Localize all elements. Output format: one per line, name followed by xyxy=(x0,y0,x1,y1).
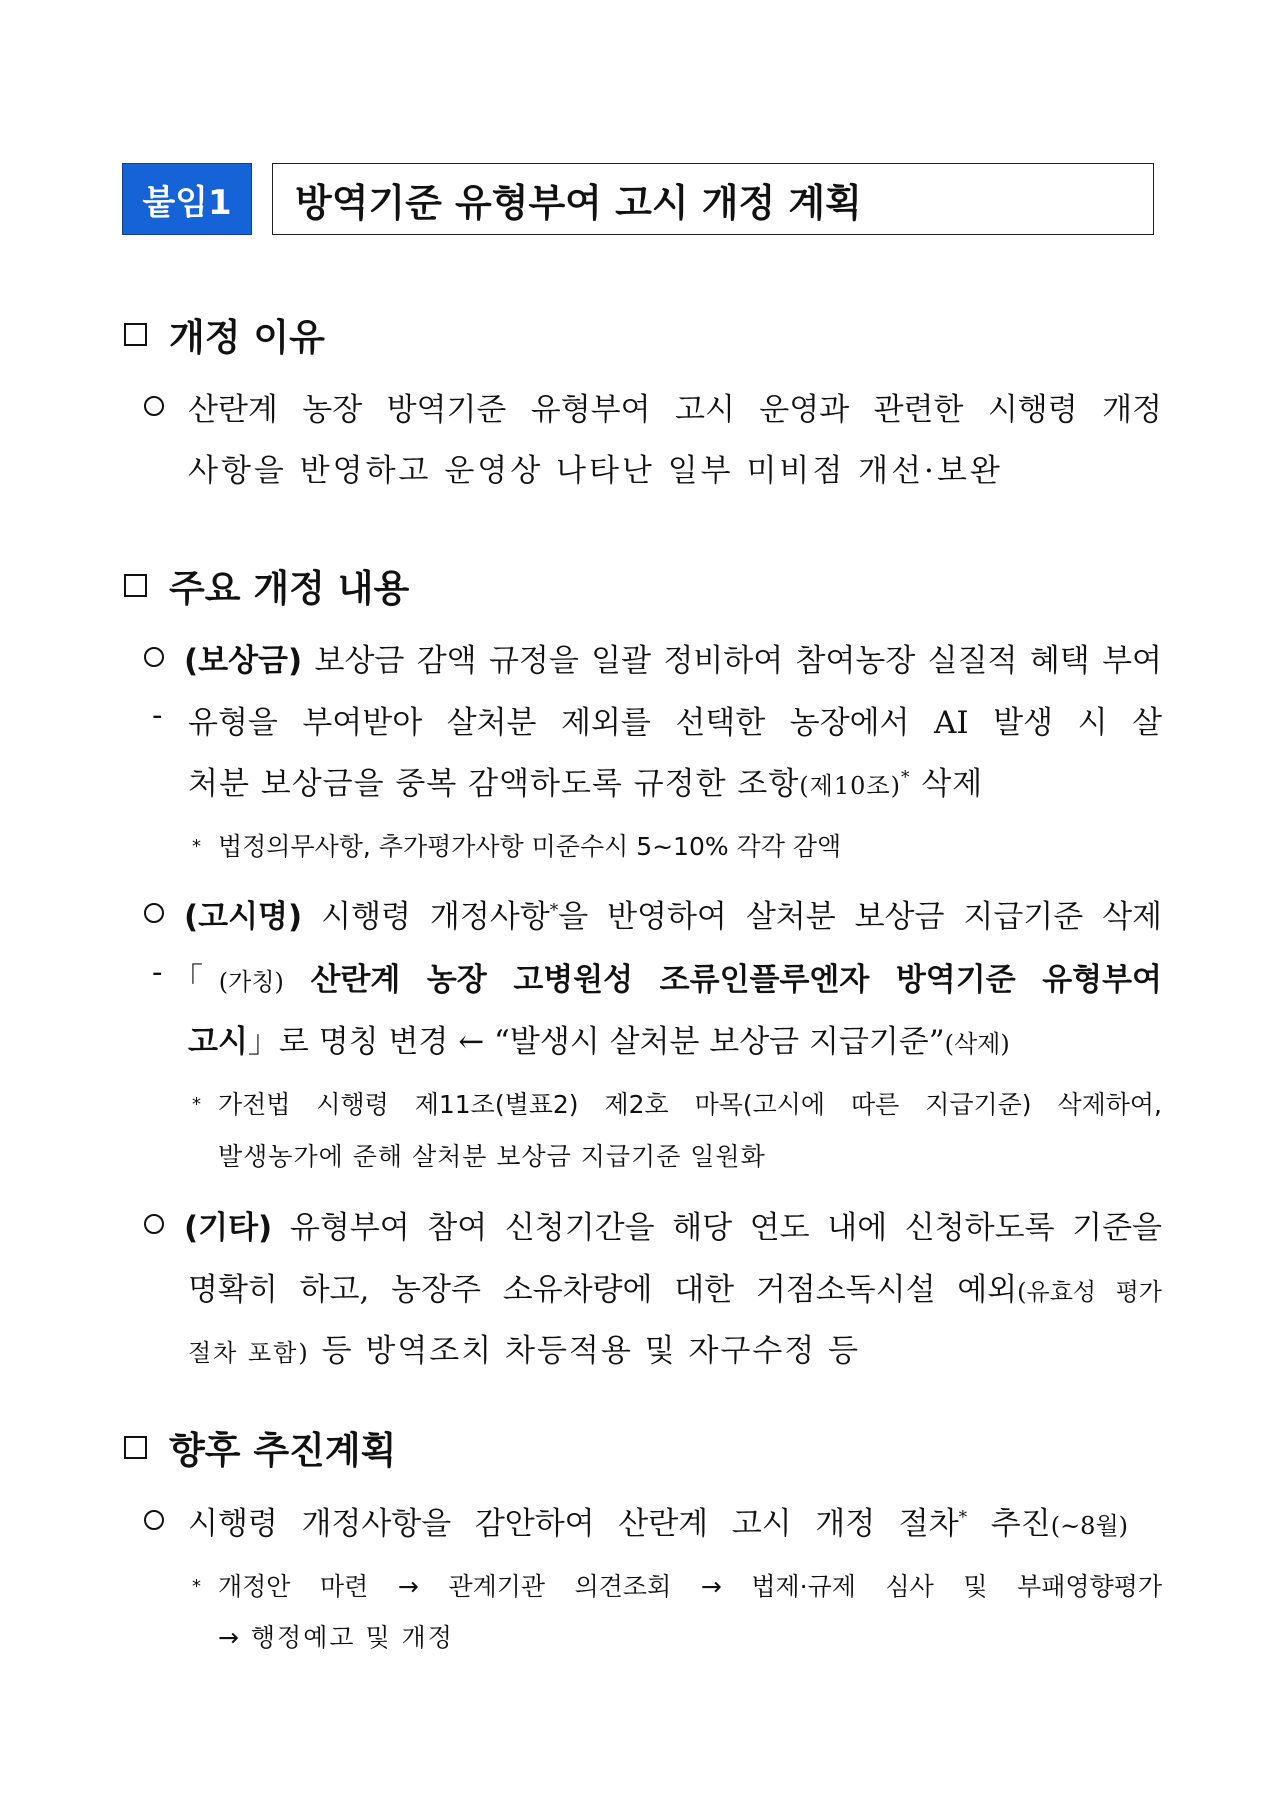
dash-mark: - xyxy=(152,697,163,733)
document-title-box xyxy=(272,163,1154,235)
footnote: 발생농가에 준해 살처분 보상금 지급기준 일원화 xyxy=(218,1142,766,1171)
para-line: 산란계 농장 방역기준 유형부여 고시 운영과 관련한 시행령 개정 xyxy=(188,392,1162,428)
footnote-star: * xyxy=(900,767,911,788)
checkbox-square-icon xyxy=(124,323,147,346)
dash-line: 처분 보상금을 중복 감액하도록 규정한 조항(제10조)* 삭제 xyxy=(188,766,984,802)
para-line: 명확히 하고, 농장주 소유차량에 대한 거점소독시설 예외(유효성 평가 xyxy=(188,1272,1162,1308)
circle-bullet-icon xyxy=(144,396,164,416)
checkbox-square-icon xyxy=(124,1436,147,1459)
para-compensation: (보상금) 보상금 감액 규정을 일괄 정비하여 참여농장 실질적 혜택 부여 xyxy=(184,643,1162,679)
footnote: 법정의무사항, 추가평가사항 미준수시 5~10% 각각 감액 xyxy=(218,832,842,861)
note-star: * xyxy=(192,1576,201,1597)
dash-line: 「(가칭) 산란계 농장 고병원성 조류인플루엔자 방역기준 유형부여 xyxy=(172,962,1162,998)
attachment-tag: 붙임1 xyxy=(122,163,252,235)
para-notice-name: (고시명) 시행령 개정사항*을 반영하여 살처분 보상금 지급기준 삭제 xyxy=(184,899,1162,935)
note-star: * xyxy=(192,1094,201,1115)
footnote: 가전법 시행령 제11조(별표2) 제2호 마목(고시에 따른 지급기준) 삭제하여, xyxy=(218,1090,1162,1119)
section-heading-reason: 개정 이유 xyxy=(124,307,325,361)
dash-line: 고시」로 명칭 변경 ← “발생시 살처분 보상금 지급기준”(삭제) xyxy=(188,1024,1010,1060)
circle-bullet-icon xyxy=(144,903,164,923)
footnote: 개정안 마련 → 관계기관 의견조회 → 법제·규제 심사 및 부패영향평가 xyxy=(218,1572,1162,1601)
circle-bullet-icon xyxy=(144,1214,164,1234)
footnote-star: * xyxy=(958,1507,968,1528)
dash-line: 유형을 부여받아 살처분 제외를 선택한 농장에서 AI 발생 시 살 xyxy=(188,705,1162,741)
checkbox-square-icon xyxy=(124,574,147,597)
para-line: 절차 포함) 등 방역조치 차등적용 및 자구수정 등 xyxy=(188,1333,861,1369)
circle-bullet-icon xyxy=(144,647,164,667)
section-heading-future-plan: 향후 추진계획 xyxy=(124,1420,396,1474)
document-title: 방역기준 유형부여 고시 개정 계획 xyxy=(295,180,862,225)
footnote-star: * xyxy=(549,900,559,921)
circle-bullet-icon xyxy=(144,1510,164,1530)
footnote: → 행정예고 및 개정 xyxy=(218,1623,454,1652)
para-other: (기타) 유형부여 참여 신청기간을 해당 연도 내에 신청하도록 기준을 xyxy=(184,1210,1162,1246)
dash-mark: - xyxy=(152,954,163,990)
para-line: 사항을 반영하고 운영상 나타난 일부 미비점 개선·보완 xyxy=(188,453,1003,489)
note-star: * xyxy=(192,836,201,857)
section-heading-main-changes: 주요 개정 내용 xyxy=(124,558,409,612)
para-plan: 시행령 개정사항을 감안하여 산란계 고시 개정 절차* 추진(~8월) xyxy=(188,1506,1128,1542)
